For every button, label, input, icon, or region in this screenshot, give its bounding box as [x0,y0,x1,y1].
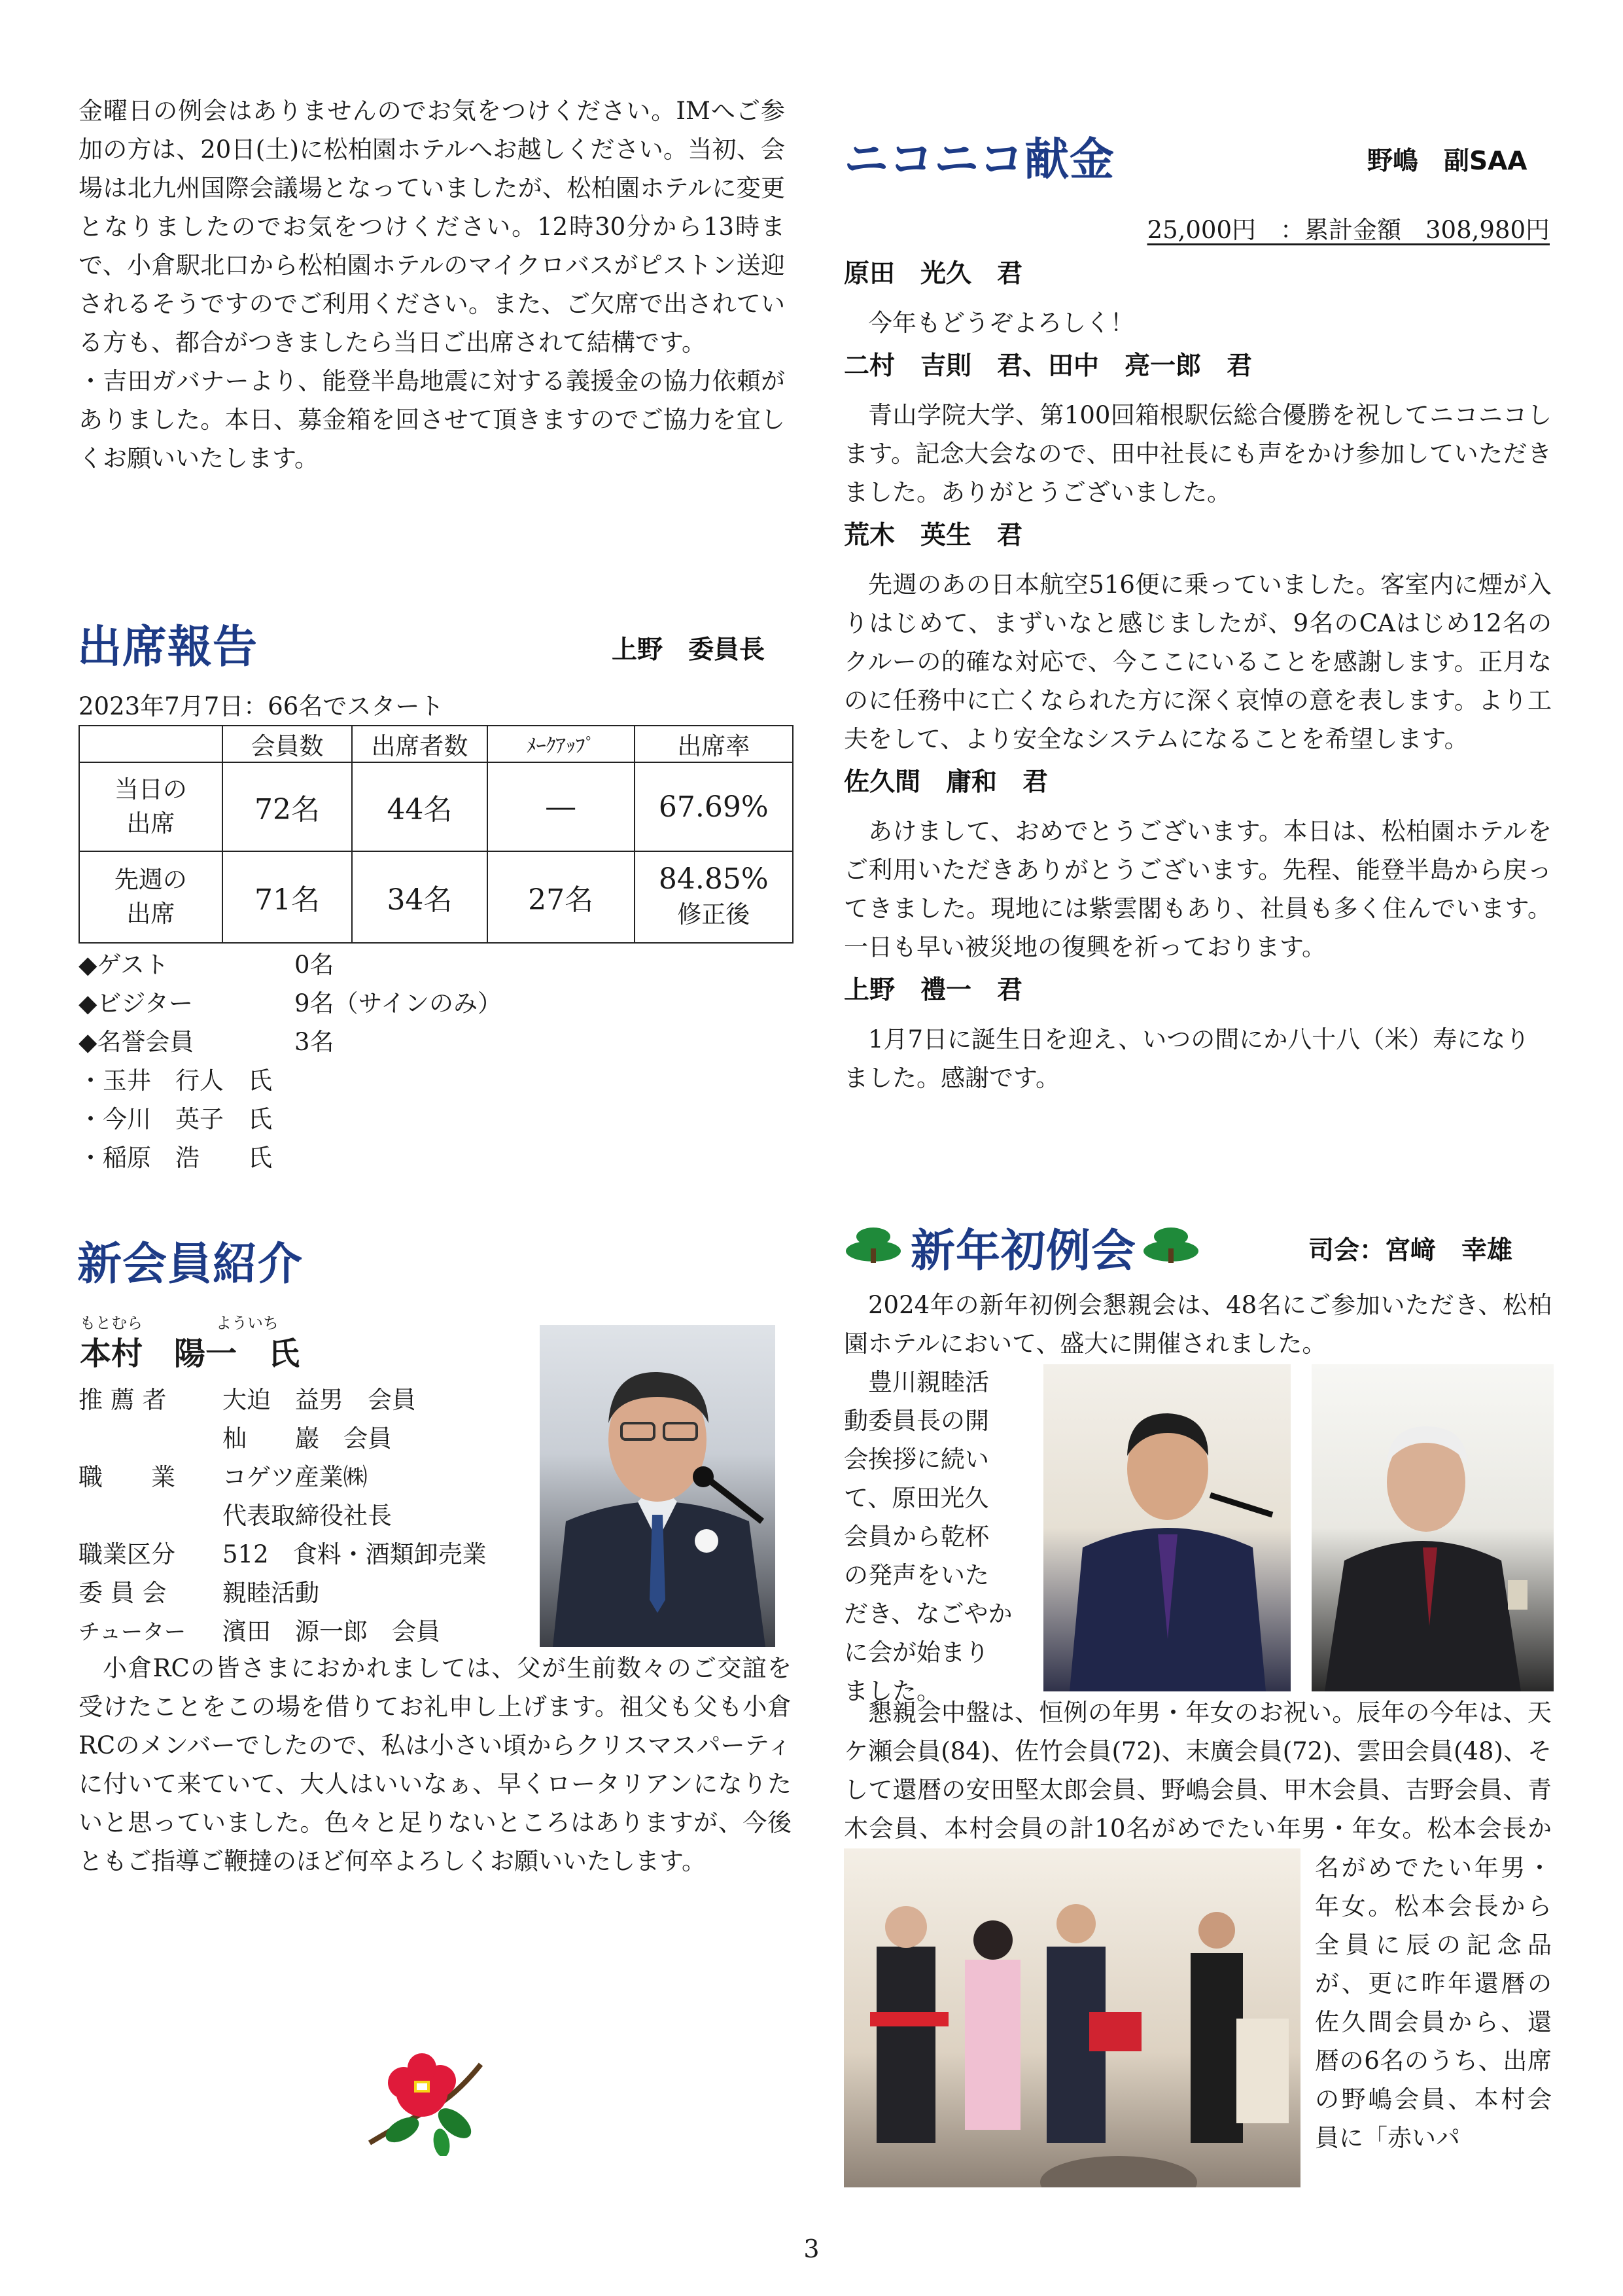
field-value: 杣 巖 会員 [222,1424,392,1453]
entry-name: 荒木 英生 君 [844,521,1023,550]
field-row [79,1419,487,1458]
honorary-value: 3名 [294,1028,334,1056]
newyear-host: 司会：宮﨑 幸雄 [1308,1236,1513,1265]
wrap-line: 名がめでたい年男・年女。松本会長から全員に辰の記念品が、更に昨年還暦の佐久間会員から、還暦の6名のうち、出席の野嶋会員、本村会員に「赤いパ [1315,1854,1552,2152]
row-members: 71名 [222,851,352,943]
field-row [79,1574,487,1612]
row-label: 当日の 出席 [79,762,222,851]
visitor-label: ◆ビジター [79,989,193,1017]
row-rate: 84.85% [658,862,769,896]
camellia-flower-icon [363,2045,487,2156]
visitor-value: 9名（サインのみ） [294,989,502,1017]
guest-value: 0名 [294,951,334,979]
header-makeup: ﾒｰｸｱｯﾌﾟ [487,726,635,762]
nikoniko-reporter: 野嶋 副SAA [1367,147,1527,176]
new-member-title: 新会員紹介 [77,1239,304,1290]
row-makeup: 27名 [487,851,635,943]
row-label: 先週の 出席 [79,851,222,943]
field-row [79,1535,487,1574]
row-attendees: 44名 [352,762,487,851]
pine-icon-left [844,1222,903,1264]
row-rate-cell [635,851,793,943]
nikoniko-total: 25,000円 ：累計金額 308,980円 [1147,216,1550,244]
field-row [79,1381,487,1419]
member-name: 本村 陽一 氏 [80,1335,300,1372]
newyear-paragraph-1: 2024年の新年初例会懇親会は、48名にご参加いただき、松柏園ホテルにおいて、盛大に開催されました。 [844,1291,1552,1358]
attendance-row-lastweek [79,851,793,943]
portrait-illustration [540,1325,775,1647]
row-makeup: ― [487,762,635,851]
field-row [79,1612,487,1651]
honorary-member: ・玉井 行人 氏 [79,1067,272,1095]
toast-photo-2 [1312,1364,1554,1691]
member-message: 小倉RCの皆さまにおかれましては、父が生前数々のご交誼を受けたことをこの場を借りてお礼申し上げます。祖父も父も小倉RCのメンバーでしたので、私は小さい頃からクリスマスパーティに付いて来ていて、大人はいいなぁ、早くロータリアンになりたいと思っていました。色々と足りないところはありますが、今後ともご指導ご鞭撻のほど何卒よろしくお願いいたします。 [79,1654,792,1875]
field-value: コゲツ産業㈱ [222,1463,368,1491]
entry-text: 今年もどうぞよろしく！ [868,309,1134,337]
entry-name: 原田 光久 君 [844,259,1023,289]
attendance-start-line: 2023年7月7日：66名でスタート [79,692,444,720]
header-attendees: 出席者数 [352,726,487,762]
field-value: 濱田 源一郎 会員 [222,1617,440,1646]
header-empty [79,726,222,762]
newyear-paragraph-3a [844,1693,1552,1848]
attendance-reporter: 上野 委員長 [612,635,765,665]
newyear-paragraph-3: 懇親会中盤は、恒例の年男・年女のお祝い。辰年の今年は、天ケ瀬会員(84)、佐竹会員(72)、末廣会員(72)、雲田会員(48)、そして還暦の安田堅太郎会員、野嶋会員、甲木会員、吉野会員、青木会員、本村会員の計10名がめでたい年男・年女。松本会長か [844,1699,1552,1843]
pine-icon-right [1142,1222,1200,1264]
field-label: 職業区分 [79,1540,175,1568]
toast-illustration [1312,1364,1554,1691]
intro-paragraph-1: 金曜日の例会はありませんのでお気をつけください。IMへご参加の方は、20日(土)に松柏園ホテルへお越しください。当初、会場は北九州国際会議場となっていましたが、松柏園ホテルに変更となりましたのでお気をつけください。12時30分から13時まで、小倉駅北口から松柏園ホテルのマイクロバスがピストン送迎されるそうですのでご利用ください。また、ご欠席で出されている方も、都合がつきましたら当日ご出席されて結構です。 [79,97,785,357]
field-value: 代表取締役社長 [222,1502,392,1530]
member-fields [79,1381,487,1651]
intro-paragraph-2: ・吉田ガバナーより、能登半島地震に対する義援金の協力依頼がありました。本日、募金箱を回させて頂きますのでご協力を宜しくお願いいたします。 [79,367,785,472]
entry-text: 1月7日に誕生日を迎え、いつの間にか八十八（米）寿になりました。感謝です。 [844,1025,1530,1092]
row-attendees: 34名 [352,851,487,943]
row-rate: 67.69% [635,762,793,851]
attendance-header-row [79,726,793,762]
honorary-label: ◆名誉会員 [79,1028,194,1056]
newyear-paragraph-3-wrap [1315,1848,1552,2157]
header-members: 会員数 [222,726,352,762]
guest-label: ◆ゲスト [79,951,169,979]
field-row [79,1458,487,1496]
honorary-row [79,1023,502,1061]
honorary-member: ・今川 英子 氏 [79,1105,272,1133]
entry-text: 先週のあの日本航空516便に乗っていました。客室内に煙が入りはじめて、まずいなと感じましたが、9名のCAはじめ12名のクルーの的確な対応で、今ここにいることを感謝します。正月なのに任務中に亡くなられた方に深く哀悼の意を表します。より工夫をして、より安全なシステムになることを希望します。 [844,571,1552,753]
page-number: 3 [803,2234,820,2263]
intro-section [79,92,785,478]
row-members: 72名 [222,762,352,851]
member-name-ruby-given: よういち [216,1314,279,1332]
field-row [79,1496,487,1535]
newyear-paragraph-2: 豊川親睦活動委員長の開会挨拶に続いて、原田光久会員から乾杯の発声をいただき、なごやかに会が始まりました。 [844,1368,1013,1705]
member-name-ruby-family: もとむら [80,1314,143,1332]
honorary-member: ・稲原 浩 氏 [79,1144,272,1172]
guest-row [79,945,502,984]
celebration-illustration [844,1848,1300,2187]
entry-name: 上野 禮一 君 [844,976,1023,1005]
field-label: 委 員 会 [79,1579,167,1607]
toast-photo-1 [1043,1364,1291,1691]
row-rate-note: 修正後 [677,900,750,928]
field-label: 職 業 [79,1463,175,1491]
field-value: 512 食料・酒類卸売業 [222,1540,487,1568]
entry-text: あけまして、おめでとうございます。本日は、松柏園ホテルをご利用いただきありがとうございます。先程、能登半島から戻ってきました。現地には紫雲閣もあり、社員も多く住んでいます。一日も早い被災地の復興を祈っております。 [844,817,1552,961]
attendance-title: 出席報告 [77,622,258,673]
field-label: 推 薦 者 [79,1386,167,1414]
visitor-row [79,984,502,1023]
field-label [79,1419,222,1458]
field-label [79,1496,222,1535]
entry-text: 青山学院大学、第100回箱根駅伝総合優勝を祝してニコニコします。記念大会なので、田中社長にも声をかけ参加していただきました。ありがとうございました。 [844,401,1552,506]
guest-list [79,945,502,1177]
field-value: 大迫 益男 会員 [222,1386,416,1414]
newyear-title: 新年初例会 [911,1226,1137,1277]
speaker-illustration [1043,1364,1291,1691]
attendance-table [79,725,794,944]
header-rate: 出席率 [635,726,793,762]
entry-name: 佐久間 庸和 君 [844,768,1049,797]
nikoniko-entries [844,254,1552,1097]
entry-name: 二村 吉則 君、田中 亮一郎 君 [844,351,1253,381]
new-member-photo [540,1325,775,1647]
field-label: チューター [79,1619,186,1644]
attendance-row-today [79,762,793,851]
celebration-photo [844,1848,1300,2187]
field-value: 親睦活動 [222,1579,319,1607]
nikoniko-title: ニコニコ献金 [844,134,1115,186]
